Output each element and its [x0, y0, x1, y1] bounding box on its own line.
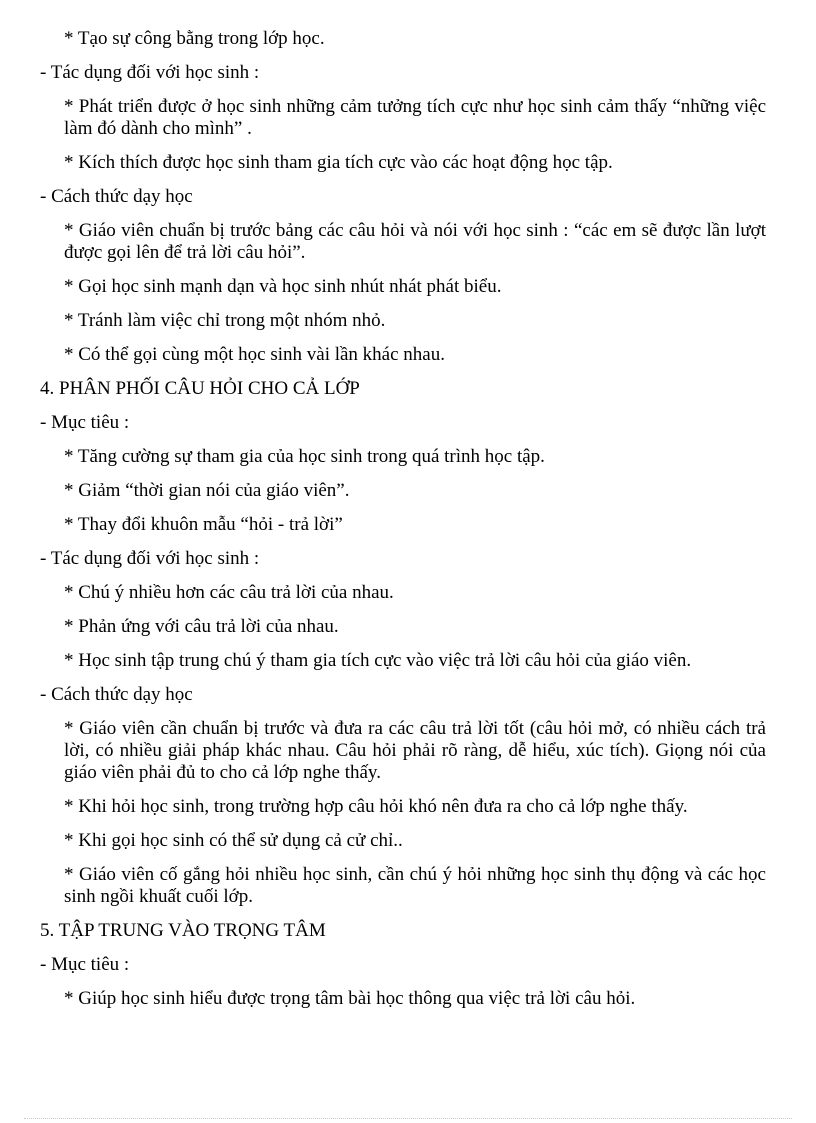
paragraph-subheading: - Cách thức dạy học	[40, 186, 193, 207]
paragraph-text: * Giáo viên cố gắng hỏi nhiều học sinh, cần chú ý hỏi những học sinh thụ động và các học sinh ngồi khuất cuối lớp.	[64, 864, 766, 907]
paragraph-bullet: * Có thể gọi cùng một học sinh vài lần khác nhau.	[64, 344, 445, 365]
paragraph-subheading: - Mục tiêu :	[40, 954, 130, 975]
paragraph-bullet: * Gọi học sinh mạnh dạn và học sinh nhút nhát phát biểu.	[64, 276, 502, 297]
paragraph-bullet: * Giúp học sinh hiểu được trọng tâm bài học thông qua việc trả lời câu hỏi.	[64, 988, 636, 1009]
paragraph-bullet-wrapped	[0, 220, 816, 264]
paragraph-bullet-wrapped	[0, 650, 816, 672]
paragraph-bullet: * Giảm “thời gian nói của giáo viên”.	[64, 480, 350, 501]
section-heading: 5. TẬP TRUNG VÀO TRỌNG TÂM	[40, 920, 326, 941]
paragraph-subheading: - Cách thức dạy học	[40, 684, 193, 705]
paragraph-text: * Phát triển được ở học sinh những cảm tưởng tích cực như học sinh cảm thấy “những việc làm đó dành cho mình” .	[64, 96, 766, 139]
paragraph-subheading: - Tác dụng đối với học sinh :	[40, 62, 260, 83]
paragraph-text: * Giáo viên chuẩn bị trước bảng các câu hỏi và nói với học sinh : “các em sẽ được lần lượt được gọi lên để trả lời câu hỏi”.	[64, 220, 766, 263]
paragraph-bullet-wrapped	[0, 864, 816, 908]
paragraph-bullet-wrapped	[0, 796, 816, 818]
paragraph-bullet-wrapped	[0, 96, 816, 140]
paragraph-subheading: - Tác dụng đối với học sinh :	[40, 548, 260, 569]
document-page	[0, 28, 816, 1010]
paragraph-text: * Học sinh tập trung chú ý tham gia tích cực vào việc trả lời câu hỏi của giáo viên.	[64, 650, 692, 671]
paragraph-bullet: * Kích thích được học sinh tham gia tích cực vào các hoạt động học tập.	[64, 152, 613, 173]
section-heading: 4. PHÂN PHỐI CÂU HỎI CHO CẢ LỚP	[40, 378, 360, 399]
paragraph-bullet: * Phản ứng với câu trả lời của nhau.	[64, 616, 339, 637]
paragraph-bullet-wrapped	[0, 718, 816, 784]
paragraph-text: * Khi hỏi học sinh, trong trường hợp câu hỏi khó nên đưa ra cho cả lớp nghe thấy.	[64, 796, 688, 817]
paragraph-bullet: * Chú ý nhiều hơn các câu trả lời của nhau.	[64, 582, 394, 603]
paragraph-bullet: * Tránh làm việc chỉ trong một nhóm nhỏ.	[64, 310, 386, 331]
paragraph-text: * Giáo viên cần chuẩn bị trước và đưa ra các câu trả lời tốt (câu hỏi mở, có nhiều cách trả lời, có nhiều giải pháp khác nhau. Câu hỏi phải rõ ràng, dễ hiểu, xúc tích). Giọng nói của giáo viên phải đủ to cho cả lớp nghe thấy.	[64, 718, 766, 783]
paragraph-bullet: * Tăng cường sự tham gia của học sinh trong quá trình học tập.	[64, 446, 545, 467]
paragraph-bullet: * Tạo sự công bằng trong lớp học.	[64, 28, 325, 49]
paragraph-bullet: * Thay đổi khuôn mẫu “hỏi - trả lời”	[64, 514, 343, 535]
paragraph-subheading: - Mục tiêu :	[40, 412, 130, 433]
paragraph-bullet: * Khi gọi học sinh có thể sử dụng cả cử chỉ..	[64, 830, 403, 851]
page-bottom-divider	[24, 1118, 792, 1119]
